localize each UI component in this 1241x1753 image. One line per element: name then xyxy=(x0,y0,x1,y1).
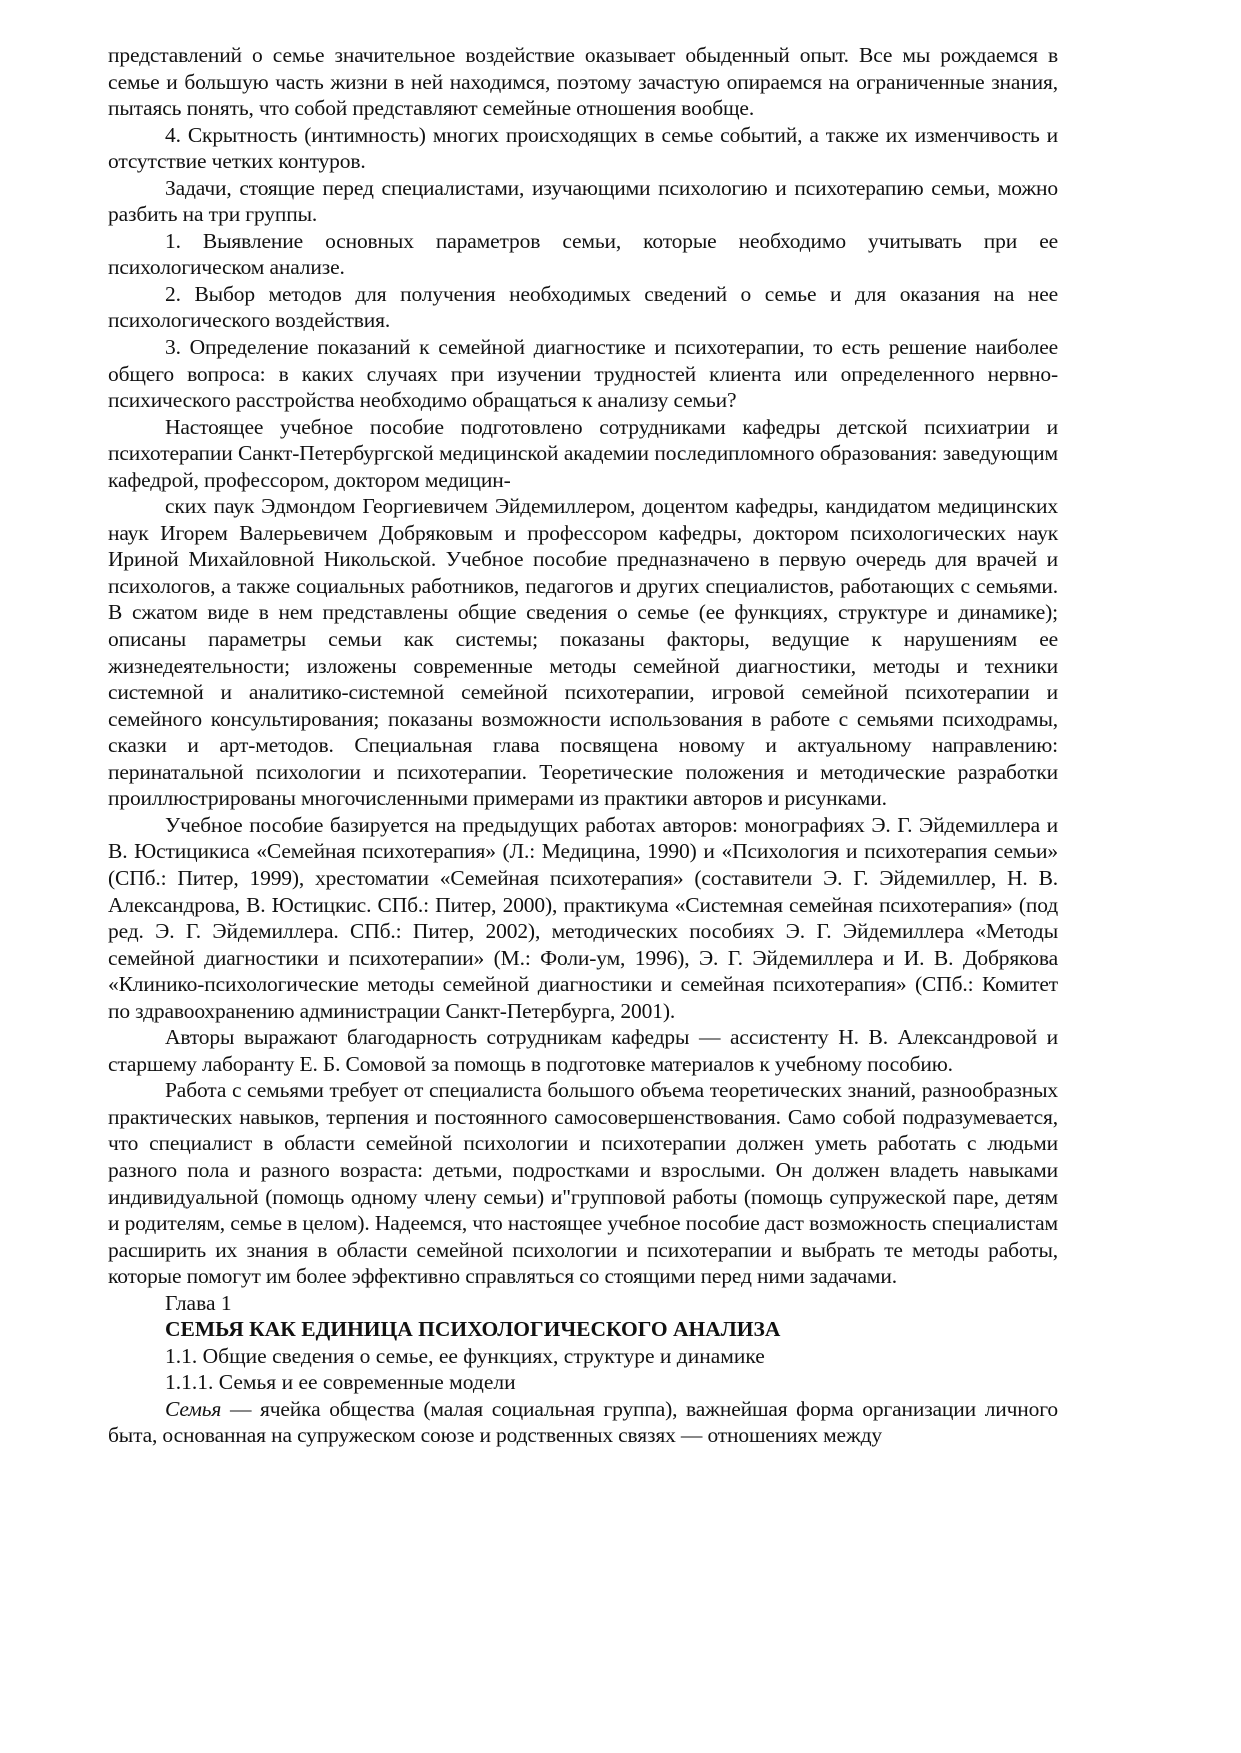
document-page xyxy=(108,42,1058,1449)
paragraph-intro-continuation: представлений о семье значительное воздействие оказывает обыденный опыт. Все мы рождаемся в семье и большую часть жизни в ней находимся, поэтому зачастую опираемся на ограниченные знания, пытаясь понять, что собой представляют семейные отношения вообще. xyxy=(108,43,1058,121)
subsection-heading: 1.1.1. Семья и ее современные модели xyxy=(165,1370,516,1395)
chapter-title: СЕМЬЯ КАК ЕДИНИЦА ПСИХОЛОГИЧЕСКОГО АНАЛИЗА xyxy=(165,1317,781,1342)
defined-term: Семья xyxy=(165,1396,222,1421)
paragraph-item-4: 4. Скрытность (интимность) многих происходящих в семье событий, а также их изменчивость и отсутствие четких контуров. xyxy=(108,122,1058,174)
chapter-label: Глава 1 xyxy=(165,1290,232,1315)
paragraph-authors-1: Настоящее учебное пособие подготовлено сотрудниками кафедры детской психиатрии и психотерапии Санкт-Петербургской медицинской академии последипломного образования: заведующим кафедрой, профессором, доктором медицин- xyxy=(108,414,1058,492)
definition-text: — ячейка общества (малая социальная группа), важнейшая форма организации личного быта, основанная на супружеском союзе и родственных связях — отношениях между xyxy=(108,1396,1058,1448)
paragraph-definition xyxy=(108,1396,1058,1449)
paragraph-task-3: 3. Определение показаний к семейной диагностике и психотерапии, то есть решение наиболее общего вопроса: в каких случаях при изучении трудностей клиента или определенного нервно-психического расстройства необходимо обращаться к анализу семьи? xyxy=(108,335,1058,413)
paragraph-thanks: Авторы выражают благодарность сотрудникам кафедры — ассистенту Н. В. Александровой и старшему лаборанту Е. Б. Сомовой за помощь в подготовке материалов к учебному пособию. xyxy=(108,1025,1058,1076)
paragraph-task-2: 2. Выбор методов для получения необходимых сведений о семье и для оказания на нее психологического воздействия. xyxy=(108,281,1058,333)
paragraph-work: Работа с семьями требует от специалиста большого объема теоретических знаний, разнообразных практических навыков, терпения и постоянного самосовершенствования. Само собой подразумевается, что специалист в области семейной психологии и психотерапии должен уметь работать с людьми разного пола и разного возраста: детьми, подростками и взрослыми. Он должен владеть навыками индивидуальной (помощь одному члену семьи) и"групповой работы (помощь супружеской паре, детям и родителям, семье в целом). Надеемся, что настоящее учебное пособие даст возможность специалистам расширить их знания в области семейной психологии и психотерапии и выбрать те методы работы, которые помогут им более эффективно справляться со стоящими перед ними задачами. xyxy=(108,1078,1058,1289)
paragraph-task-1: 1. Выявление основных параметров семьи, которые необходимо учитывать при ее психологическом анализе. xyxy=(108,228,1058,280)
section-heading: 1.1. Общие сведения о семье, ее функциях, структуре и динамике xyxy=(165,1343,765,1368)
paragraph-authors-2: ских паук Эдмондом Георгиевичем Эйдемиллером, доцентом кафедры, кандидатом медицинских наук Игорем Валерьевичем Добряковым и профессором кафедры, доктором психологических наук Ириной Михайловной Никольской. Учебное пособие предназначено в первую очередь для врачей и психологов, а также социальных работников, педагогов и других специалистов, работающих с семьями. В сжатом виде в нем представлены общие сведения о семье (ее функциях, структуре и динамике); описаны параметры семьи как системы; показаны факторы, ведущие к нарушениям ее жизнедеятельности; изложены современные методы семейной диагностики, методы и техники системной и аналитико-системной семейной психотерапии, игровой семейной психотерапии и семейного консультирования; показаны возможности использования в работе с семьями психодрамы, сказки и арт-методов. Специальная глава посвящена новому и актуальному направлению: перинатальной психологии и психотерапии. Теоретические положения и методические разработки проиллюстрированы многочисленными примерами из практики авторов и рисунками. xyxy=(108,494,1058,811)
paragraph-tasks-intro: Задачи, стоящие перед специалистами, изучающими психологию и психотерапию семьи, можно разбить на три группы. xyxy=(108,175,1058,227)
paragraph-sources: Учебное пособие базируется на предыдущих работах авторов: монографиях Э. Г. Эйдемиллера и В. Юстицикиса «Семейная психотерапия» (Л.: Медицина, 1990) и «Психология и психотерапия семьи» (СПб.: Питер, 1999), хрестоматии «Семейная психотерапия» (составители Э. Г. Эйдемиллер, Н. В. Александрова, В. Юстицкис. СПб.: Питер, 2000), практикума «Системная семейная психотерапия» (под ред. Э. Г. Эйдемиллера. СПб.: Питер, 2002), методических пособиях Э. Г. Эйдемиллера «Методы семейной диагностики и психотерапии» (М.: Фоли-ум, 1996), Э. Г. Эйдемиллера и И. В. Добрякова «Клинико-психологические методы семейной диагностики и семейная психотерапия» (СПб.: Комитет по здравоохранению администрации Санкт-Петербурга, 2001). xyxy=(108,812,1058,1023)
